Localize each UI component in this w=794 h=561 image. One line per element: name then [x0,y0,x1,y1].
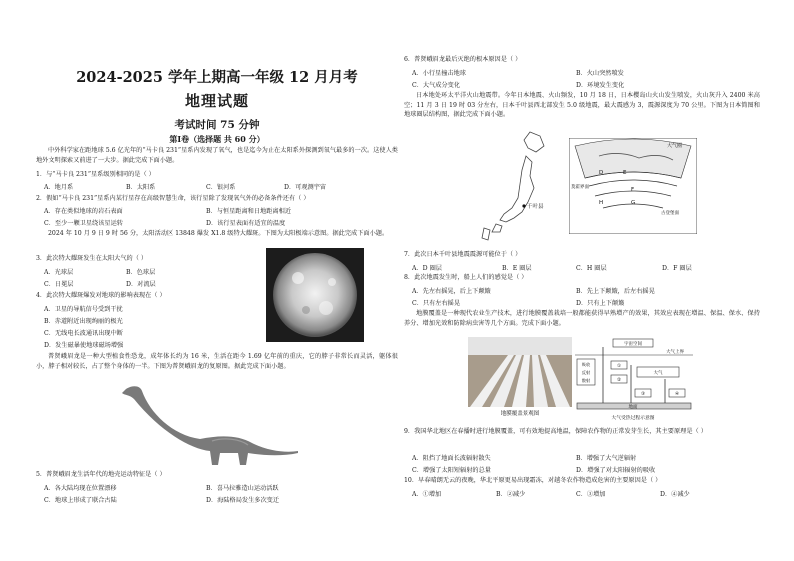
rad-top: 大气上界 [666,350,684,355]
layer-g: G [631,200,636,206]
q10-option-d[interactable]: D．④减少 [660,491,690,498]
intro-1: 中外科学家在距地球 5.6 亿光年的“马卡良 231”星系内发现了氧气，也是迄今为止在太阳系外探测到氧气最多的一次。这使人类地外文明探索又前进了一大步。据此完成下面小题。 [36,147,398,164]
question-8: 8．此次地震发生时，船上人们的感觉是（ ） [404,274,528,281]
layer-e: E [623,170,627,176]
q8-option-a[interactable]: A．先左右摇晃，后上下颠簸 [412,288,491,295]
atmosphere-heating-diagram [575,337,693,423]
q10-option-b[interactable]: B．②减少 [496,491,526,498]
q2-option-c[interactable]: C．至少一颗卫星绕该星运转 [44,220,123,227]
q6-option-d[interactable]: D．环境发生变化 [576,82,625,89]
question-4: 4．此次特大耀斑爆发对地球的影响表现在（ ） [36,292,166,299]
q3-option-c[interactable]: C．日冕层 [44,281,74,288]
plastic-film-photo [468,337,572,417]
q5-option-d[interactable]: D．海陆格局发生多次变迁 [206,497,280,504]
q9-option-a[interactable]: A．阻挡了地面长波辐射散失 [412,455,491,462]
q9-option-b[interactable]: B．增强了大气逆辐射 [576,455,637,462]
dinosaur-illustration [120,383,300,467]
intro-3: 普贤峨眉龙是一种大型植食性恐龙，成年体长约为 16 米，生活在距今 1.69 亿年前的重庆，它的脖子非常长而灵活，躯体很小，脖子相对较长，占了整个身体的一半。下图为普贤峨眉龙的复原图。据此完成下面小题。 [36,353,398,370]
rad-num-1: ① [616,364,622,369]
q4-option-c[interactable]: C．无线电长波通讯出现中断 [44,330,123,337]
intro-4: 日本地处环太平洋火山地震带。今年日本地震、火山频发，10 月 18 日，日本樱岛山火山发生喷发，火山灰升入 2400 米高空；11 月 3 日 19 时 03 分左右，日本千叶县西北部发生 5.0 级地震，最大震感为 3，震源深度为 70 公里。下图为日本简图和地球圈层结构图，据此完成下面小题。 [404,92,760,118]
layer-h: H [599,200,604,206]
rad-num-4: ④ [674,392,680,397]
intro-5: 地膜覆盖是一种现代农业生产技术，进行地膜覆盖栽培一般都能获得早熟增产的效果，其效应表现在增温、保温、保水、保持养分、增加光效和防除病虫害等几个方面。完成下面小题。 [404,310,760,327]
q1-option-c[interactable]: C．银河系 [206,184,236,191]
q7-option-d[interactable]: D．F 圈层 [662,265,692,272]
q2-option-a[interactable]: A．存在类似地球的岩石表面 [44,208,123,215]
q9-option-c[interactable]: C．增强了太阳短辐射的总量 [412,467,491,474]
exam-time: 考试时间 75 分钟 [174,119,260,131]
q10-option-a[interactable]: A．①增加 [412,491,442,498]
section-heading: 第Ⅰ卷（选择题 共 60 分） [169,134,265,144]
question-1: 1．与“马卡良 231”星系级别相同的是（ ） [36,171,155,178]
rad-atmos: 大气 [653,371,663,376]
q8-option-b[interactable]: B．先上下颠簸，后左右摇晃 [576,288,655,295]
rad-ground: 地面 [628,405,638,410]
q10-option-c[interactable]: C．③增加 [576,491,606,498]
rad-space: 宇宙空间 [624,342,642,347]
q3-option-b[interactable]: B．色球层 [126,269,156,276]
layer-f: F [631,187,635,193]
earth-layers-diagram [569,138,697,234]
q1-option-a[interactable]: A．地月系 [44,184,74,191]
q5-option-a[interactable]: A．各大陆均现在位置漂移 [44,485,117,492]
q8-option-c[interactable]: C．只有左右摇晃 [412,300,461,307]
q6-option-b[interactable]: B．火山突然喷发 [576,70,624,77]
question-3: 3．此次特大耀斑发生在太阳大气的（ ） [36,255,148,262]
question-7: 7．此次日本千叶县地震震源可能位于（ ） [404,251,522,258]
question-9: 9．我国华北地区在春播时进行地膜覆盖，可有效地提高地温，保障农作物的正常发芽生长，其主要原理是（ ） [404,428,707,435]
question-2: 2．假如“马卡良 231”星系内某行星存在高级智慧生命，该行星除了发现氧气外的必备条件还有（ ） [36,195,310,202]
q7-option-c[interactable]: C．H 圈层 [576,265,607,272]
question-5: 5．普贤峨眉龙生活年代的地壳运动特征是（ ） [36,471,166,478]
rad-scatter: 散射 [581,378,591,383]
q2-option-b[interactable]: B．与恒星距离和日地距离相近 [206,208,291,215]
q7-option-b[interactable]: B．E 圈层 [502,265,532,272]
q4-option-a[interactable]: A．卫星的导航信号受到干扰 [44,306,123,313]
layer-d: D [599,170,604,176]
gutenberg-label: 古登堡面 [661,211,679,216]
layers-title: 大气圈 [667,143,683,149]
q1-option-b[interactable]: B．太阳系 [126,184,156,191]
exam-title: 2024-2025 学年上期高一年级 12 月月考 [76,69,358,86]
q6-option-c[interactable]: C．大气成分变化 [412,82,461,89]
sun-photo [266,248,364,342]
q4-option-b[interactable]: B．赤道附近出现绚丽的极光 [44,318,123,325]
q1-option-d[interactable]: D．可观测宇宙 [284,184,327,191]
q2-option-d[interactable]: D．该行星表面有适宜的温度 [206,220,286,227]
q6-option-a[interactable]: A．小行星撞击地球 [412,70,466,77]
moho-label: 莫霍界面 [571,185,589,190]
q5-option-c[interactable]: C．地球上形成了联合古陆 [44,497,117,504]
q3-option-a[interactable]: A．光球层 [44,269,74,276]
q8-option-d[interactable]: D．只有上下颠簸 [576,300,625,307]
question-6: 6．普贤峨眉龙最后灭绝的根本原因是（ ） [404,56,522,63]
q9-option-d[interactable]: D．增强了对太阳辐射的吸收 [576,467,656,474]
rad-absorb: 吸收 [581,362,591,367]
japan-map [478,128,552,246]
rad-reflect: 反射 [581,370,591,375]
rad-num-3: ③ [640,392,646,397]
question-10: 10．早春晴朗无云的夜晚，华北平原更易出现霜冻，对越冬农作物造成危害的主要原因是（ ） [404,477,662,484]
q7-option-a[interactable]: A．D 圈层 [412,265,442,272]
q3-option-d[interactable]: D．对流层 [126,281,156,288]
rad-caption: 大气受热过程示意图 [611,416,655,421]
film-caption: 地膜覆盖景观图 [500,411,540,417]
rad-num-2: ② [616,378,622,383]
q5-option-b[interactable]: B．喜马拉雅造山运动活跃 [206,485,279,492]
intro-2: 2024 年 10 月 9 日 9 时 56 分，太阳活动区 13848 爆发 X1.8 级特大耀斑。下图为太阳极端示意图。据此完成下面小题。 [48,230,389,237]
chiba-label: 千叶县 [527,204,544,210]
exam-subject: 地理试题 [184,92,249,110]
q4-option-d[interactable]: D．发生磁暴使地球磁场增强 [44,342,124,349]
